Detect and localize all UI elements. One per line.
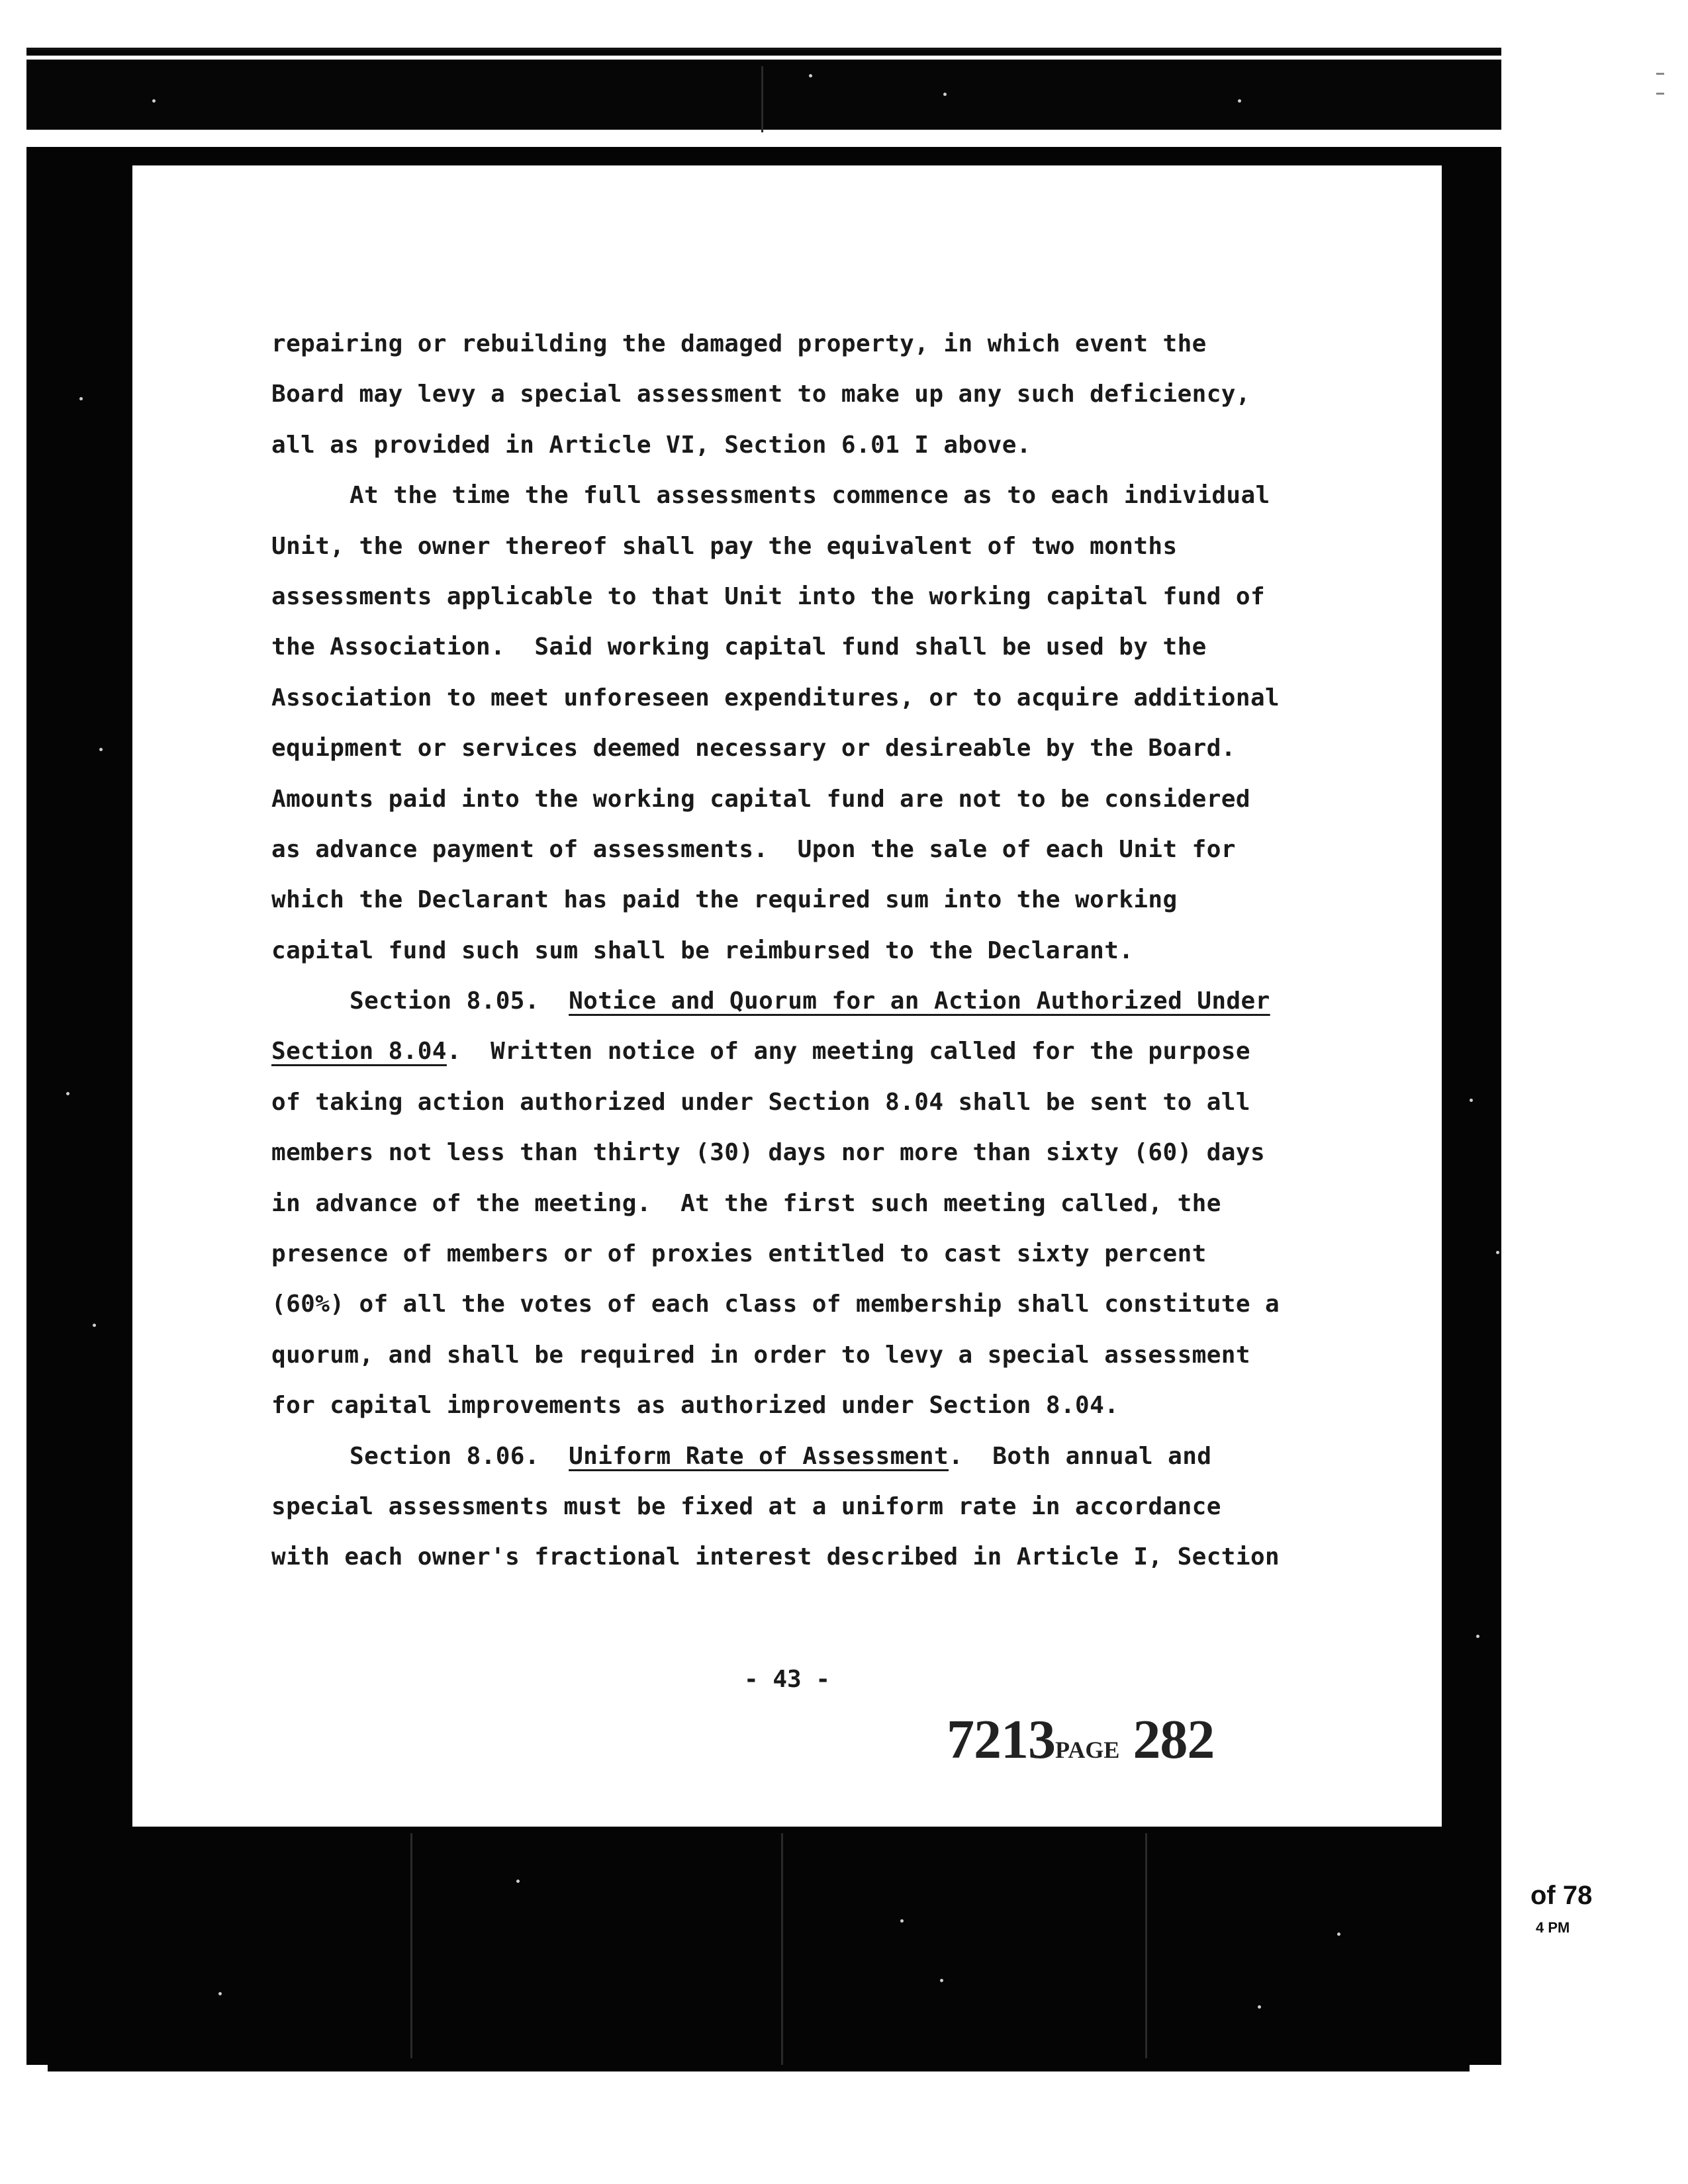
stamp-book-number: 7213 [947, 1709, 1055, 1770]
scan-artifact-line [761, 66, 763, 132]
scan-speck [1470, 1099, 1473, 1102]
body-line: members not less than thirty (30) days nor more than sixty (60) days [271, 1139, 1266, 1167]
body-line: repairing or rebuilding the damaged property, in which event the [271, 330, 1207, 357]
section-805-text: . Written notice of any meeting called for the purpose [446, 1038, 1250, 1066]
scanned-document-page [132, 165, 1442, 1827]
body-line: of taking action authorized under Section 8.04 shall be sent to all [271, 1088, 1250, 1116]
scan-speck [218, 1992, 222, 1995]
body-line: capital fund such sum shall be reimbursed to the Declarant. [271, 936, 1134, 964]
body-line: Association to meet unforeseen expenditures, or to acquire additional [271, 684, 1280, 711]
scan-frame-bottom [48, 1840, 1470, 2071]
scan-speck [1258, 2005, 1261, 2009]
scan-artifact-line [1145, 1833, 1147, 2058]
scan-speck [99, 748, 103, 751]
margin-mark [1656, 73, 1664, 75]
body-line: as advance payment of assessments. Upon the sale of each Unit for [271, 835, 1236, 863]
body-line: Board may levy a special assessment to make up any such deficiency, [271, 381, 1250, 408]
body-line: quorum, and shall be required in order to levy a special assessment [271, 1341, 1250, 1369]
scan-speck [1476, 1635, 1479, 1638]
scan-speck [93, 1324, 96, 1327]
scan-speck [943, 93, 947, 96]
body-line: At the time the full assessments commence as to each individual [350, 482, 1270, 510]
viewer-timestamp: 4 PM [1536, 1919, 1570, 1936]
body-line: which the Declarant has paid the required sum into the working [271, 886, 1178, 914]
scan-speck [809, 74, 812, 77]
scan-artifact-line [781, 1833, 783, 2065]
body-line: Unit, the owner thereof shall pay the equivalent of two months [271, 532, 1178, 560]
body-line: in advance of the meeting. At the first such meeting called, the [271, 1189, 1221, 1217]
body-line: (60%) of all the votes of each class of membership shall constitute a [271, 1291, 1280, 1318]
stamp-page-label: PAGE [1055, 1737, 1120, 1763]
scan-speck [516, 1880, 520, 1883]
body-line: all as provided in Article VI, Section 6.01 I above. [271, 431, 1031, 459]
body-line: with each owner's fractional interest described in Article I, Section [271, 1543, 1280, 1571]
scan-speck [900, 1919, 904, 1923]
scan-speck [1496, 1251, 1499, 1254]
scan-artifact-line [410, 1833, 412, 2058]
scan-speck [79, 397, 83, 400]
page-number: - 43 - [743, 1666, 831, 1693]
body-line: Amounts paid into the working capital fund are not to be considered [271, 785, 1250, 813]
section-805-line [271, 1026, 1357, 1077]
body-line: equipment or services deemed necessary or desireable by the Board. [271, 735, 1236, 762]
scan-speck [66, 1092, 70, 1095]
recording-stamp [947, 1707, 1214, 1772]
stamp-page-number: 282 [1133, 1709, 1215, 1770]
viewer-page-indicator: of 78 [1530, 1881, 1593, 1910]
scan-speck [940, 1979, 943, 1982]
scan-speck [152, 99, 156, 103]
body-line: the Association. Said working capital fund shall be used by the [271, 633, 1207, 661]
section-806-heading-line [271, 1432, 1357, 1482]
margin-mark [1656, 93, 1664, 95]
section-805-label: Section 8.05. [350, 987, 569, 1015]
body-line: assessments applicable to that Unit into the working capital fund of [271, 582, 1266, 610]
section-806-title: Uniform Rate of Assessment [569, 1442, 949, 1470]
scan-speck [1238, 99, 1241, 103]
document-body [271, 319, 1357, 1583]
body-line: special assessments must be fixed at a uniform rate in accordance [271, 1492, 1221, 1520]
scan-frame-top [26, 50, 1501, 130]
section-806-label: Section 8.06. [350, 1442, 569, 1470]
section-805-title-continued: Section 8.04 [271, 1038, 447, 1066]
scan-speck [1337, 1933, 1340, 1936]
body-line: presence of members or of proxies entitled to cast sixty percent [271, 1240, 1207, 1268]
section-805-title: Notice and Quorum for an Action Authorized Under [569, 987, 1270, 1015]
scan-frame-top-gap [26, 56, 1501, 60]
body-line: for capital improvements as authorized under Section 8.04. [271, 1392, 1119, 1420]
section-805-heading-line [271, 976, 1357, 1026]
section-806-text: . Both annual and [949, 1442, 1212, 1470]
